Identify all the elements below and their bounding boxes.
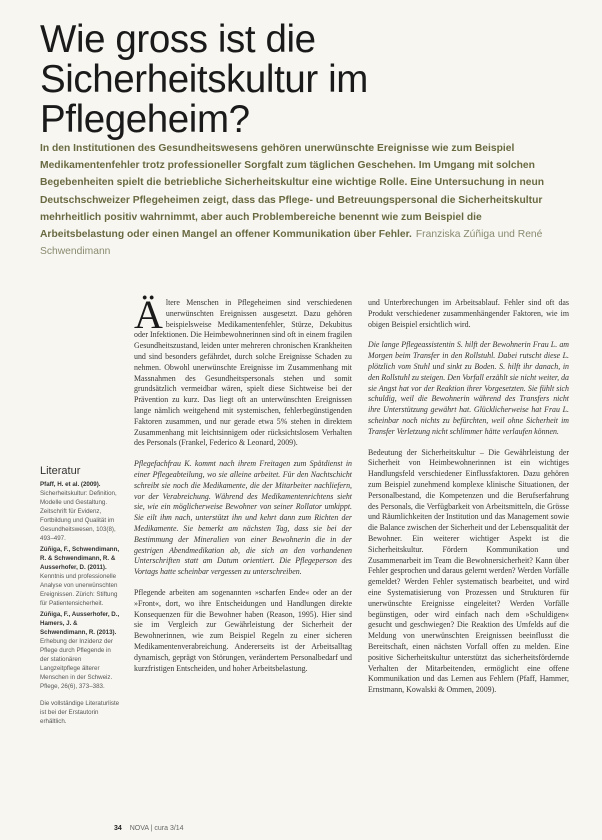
article-title: Wie gross ist die Sicherheitskultur im Pflegeheim? — [40, 18, 368, 141]
body-column-1 — [134, 292, 352, 684]
reference-author: Pfaff, H. et al. (2009). — [40, 481, 101, 488]
reference-text: Kenntnis und professionelle Analyse von unerwünschten Ereignissen. Zürich: Stiftung für Patientensicherheit. — [40, 573, 118, 607]
literature-note: Die vollständige Literaturliste ist bei der Erstautorin erhältlich. — [40, 700, 120, 725]
literature-reference — [40, 545, 120, 608]
reference-author: Zúñiga, F., Schwendimann, R. & Schwendimann, R. & Ausserhofer, D. (2011). — [40, 546, 120, 571]
case-example — [134, 459, 352, 578]
case-example-text: Pflegefachfrau K. kommt nach ihrem Freitagen zum Spätdienst in einer Pflegeabteilung, wo sie alleine arbeitet. Für den Nachtschicht schreibt sie noch die Medikamente, die der Mitarbeiter nachliefern, vor der Verabreichung. Während des Medikamentenrichtens sieht sie, wie ein möglicherweise Bewohner von seiner Rollator umkippt. Sie eilt ihm nach, unterstützt ihn und kehrt dann zum Richten der Medikamente. Sie bemerkt am nächsten Tag, dass sie bei der Bestimmung der Mineralien von einer Bewohnerin die in der gestrigen Abendmedikation ab, die sich an den vorhandenen Unterschriften statt am Datum orientiert. Die Pflegeperson des Vortags hatte scheinbar vergessen zu unterschreiben. — [134, 459, 352, 577]
literature-reference — [40, 610, 120, 691]
body-paragraph: und Unterbrechungen im Arbeitsablauf. Fehler sind oft das Produkt verschiedener zusammenhängender Faktoren, wie im obigen Beispiel ersichtlich wird. — [368, 298, 569, 329]
page-footer — [114, 825, 594, 832]
lead-text: In den Institutionen des Gesundheitswesens gehören unerwünschte Ereignisse wie zum Beispiel Medikamentenfehler trotz professioneller Sorgfalt zum täglichen Geschehen. Im Umgang mit solchen Begebenheiten spielt die betriebliche Sicherheitskultur eine wichtige Rolle. Eine Untersuchung in neun Deutschschweizer Pflegeheimen zeigt, dass das Pflege- und Betreuungspersonal die Sicherheitskultur mehrheitlich positiv wahrnimmt, aber auch Problembereiche benennt wie zum Beispiel die Arbeitsbelastung oder einen Mangel an offener Kommunikation über Fehler. — [40, 143, 545, 241]
body-paragraph: Pflegende arbeiten am sogenannten »scharfen Ende« oder an der »Front«, dort, wo ihre Entscheidungen und Handlungen direkte Konsequenzen für die Bewohner haben (Reason, 1995). Hier sind sie im Vergleich zur Gewährleistung der Sicherheit der Bewohnerinnen, wie zum Beispiel Regeln zu einer sicheren Medikamentenverabreichung. Andererseits ist der Arbeitsalltag dynamisch, geprägt von Störungen, verändertem Personalbedarf und kurzfristigen Entscheiden, und hoher Arbeitsbelastung. — [134, 587, 352, 673]
journal-name: NOVA | cura 3/14 — [129, 825, 184, 832]
page-number: 34 — [114, 825, 122, 832]
case-example-text: Die lange Pflegeassistentin S. hilft der Bewohnerin Frau L. am Morgen beim Transfer in den Rollstuhl. Dabei rutscht diese L. plötzlich vom Stuhl und sinkt zu Boden. S. hilft ihr danach, in den Rollstuhl zu steigen. Den Vorfall erzählt sie nicht weiter, da sie Angst hat vor der Reaktion ihrer Vorgesetzten. Sie fühlt sich schuldig, weil die Bewohnerin während des Transfers nicht ihre Unterstützung gewährt hat. Glücklicherweise hat Frau L. scheinbar noch nichts zu befürchten, weil ohne Sicherheit im Transfer Verletzung nicht schlimmer hätte verlaufen können. — [368, 340, 569, 436]
body-paragraph: Bedeutung der Sicherheitskultur – Die Gewährleistung der Sicherheit von Heimbewohnerinnen ist ein wichtiges Handlungsfeld verschiedener Einflussfaktoren. Dazu gehören zum Beispiel zunehmend komplexe klinische Situationen, der Personalbestand, die Kompetenzen und die Berufserfahrung des Personals, die Verfügbarkeit von Arbeitsmitteln, die Grösse und Räumlichkeiten der Institution und das Management sowie die Balance zwischen der Sicherheit und der Lebensqualität der Bewohner. Ein weiterer wichtiger Aspekt ist die Sicherheitskultur. Fördern Kommunikation und Zusammenarbeit im Team die Bewohnersicherheit? Kann über Fehler gesprochen und daraus gelernt werden? Werden Vorfälle gemeldet? Werden Fehler systematisch bearbeitet, und wird eine Systematisierung von Prozessen und Strukturen für unerwünschte Ereignisse eingeleitet? Werden Vorfälle begünstigen, oder wird einfach nach dem »Schuldigen« gesucht und geschwiegen? Die Reaktion des Umfelds auf die Meldung von unerwünschten Ereignissen beeinflusst die Bereitschaft, einen nächsten Vorfall offen zu melden. Eine positive Sicherheitskultur unterstützt das sicherheitsfördernde Verhalten der Mitarbeitenden, ermöglicht eine offene Kommunikation und das Lernen aus Fehlern (Pfaff, Hammer, Ernstmann, Kowalski & Ommen, 2009). — [368, 447, 569, 695]
article-authors: Franziska Zúñiga und René Schwendimann — [40, 229, 543, 258]
paragraph-text: ltere Menschen in Pflegeheimen sind verschiedenen unerwünschten Ereignissen ausgesetzt. Dazu gehören beispielsweise Medikamentenfehler, Stürze, Dekubitus oder Infektionen. Die Heimbewohnerinnen sind oft in einem fragilen Gesundheitszustand, leiden unter mehreren chronischen Krankheiten und sind besonders gefährdet, durch solche Ereignisse Schaden zu nehmen. Obwohl unerwünschte Ereignisse im Zusammenhang mit Massnahmen des Gesundheitspersonals stehen und somit grundsätzlich vermeidbar wären, spielt diese Sichtweise bei der Prävention zu kurz. Das liegt oft an unterwünschten Ereignissen lange nämlich weitgehend mit systemischen, fehlerbegünstigenden Faktoren zusammen, und nur gerade etwa 5% stehen in direktem Zusammenhang mit leichtsinnigem oder rücksichtslosem Verhalten des Personals (Frankel, Federico & Leonard, 2009). — [134, 298, 352, 448]
reference-text: Erhebung der Inzidenz der Pflege durch Pflegende in der stationären Langzeitpflege älterer Menschen in der Schweiz. Pflege, 26(6), 373–383. — [40, 638, 113, 690]
literature-heading: Literatur — [40, 465, 81, 477]
article-lead — [40, 140, 568, 260]
body-paragraph — [134, 292, 352, 449]
literature-sidebar — [40, 465, 120, 732]
case-example — [368, 340, 569, 437]
reference-text: Sicherheitskultur: Definition, Modelle und Gestaltung. Zeitschrift für Evidenz, Fortbildung und Qualität im Gesundheitswesen, 103(8), 493–497. — [40, 490, 117, 542]
drop-cap: Ä — [134, 292, 163, 337]
reference-author: Zúñiga, F., Ausserhofer, D., Hamers, J. & Schwendimann, R. (2013). — [40, 611, 120, 636]
literature-reference — [40, 480, 120, 543]
body-column-2 — [368, 298, 569, 706]
